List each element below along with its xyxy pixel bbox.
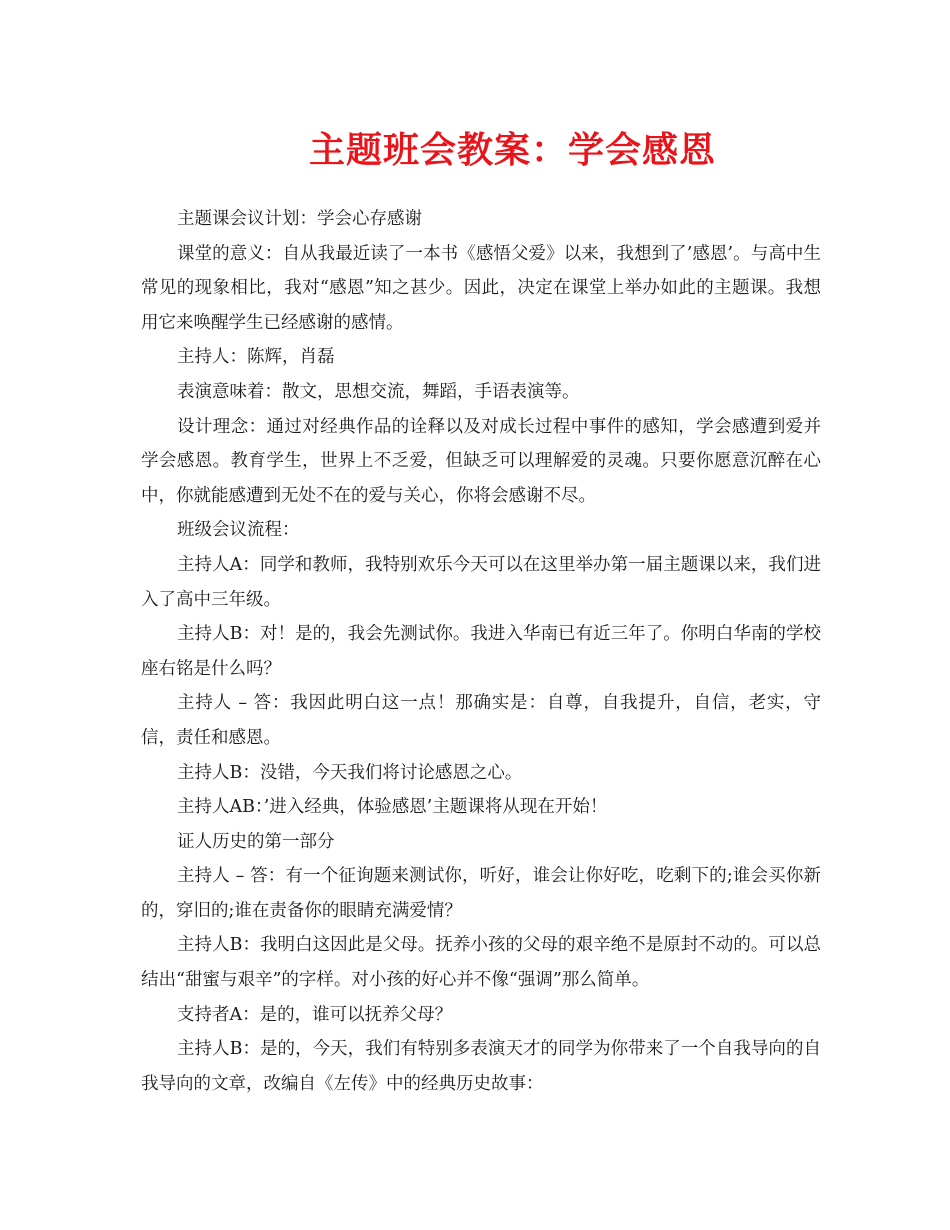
- paragraph-dialogue: 主持人B：没错，今天我们将讨论感恩之心。: [177, 762, 523, 783]
- paragraph-section-heading: 证人历史的第一部分: [177, 831, 335, 852]
- paragraph-dialogue: 主持人 – 答：有一个征询题来测试你，听好，谁会让你好吃，吃剩下的;谁会买你新的，穿旧的;谁在责备你的眼睛充满爱情？: [141, 866, 821, 921]
- document-title: 主题班会教案：学会感恩: [308, 129, 716, 171]
- paragraph-plan: 主题课会议计划：学会心存感谢: [177, 209, 422, 229]
- paragraph-dialogue: 主持人B：对！是的，我会先测试你。我进入华南已有近三年了。你明白华南的学校座右铭是什么吗？: [141, 624, 821, 679]
- paragraph-dialogue: 主持人B：我明白这因此是父母。抚养小孩的父母的艰辛绝不是原封不动的。可以总结出“甜蜜与艰辛”的字样。对小孩的好心并不像“强调”那么简单。: [141, 935, 821, 991]
- paragraph-meaning: 课堂的意义：自从我最近读了一本书《感悟父爱》以来，我想到了’感恩’。与高中生常见的现象相比，我对“感恩”知之甚少。因此，决定在课堂上举办如此的主题课。我想用它来唤醒学生已经感谢的感情。: [141, 243, 821, 333]
- paragraph-dialogue: 主持人 – 答：我因此明白这一点！那确实是：自尊，自我提升，自信，老实，守信，责任和感恩。: [141, 693, 821, 748]
- paragraph-dialogue: 主持人AB：’进入经典，体验感恩’主题课将从现在开始！: [177, 797, 608, 818]
- document-body: [141, 202, 821, 1101]
- paragraph-dialogue: 支持者A：是的，谁可以抚养父母？: [177, 1004, 453, 1025]
- paragraph-design-concept: 设计理念：通过对经典作品的诠释以及对成长过程中事件的感知，学会感遭到爱并学会感恩。教育学生，世界上不乏爱，但缺乏可以理解爱的灵魂。只要你愿意沉醉在心中，你就能感遭到无处不在的爱与关心，你将会感谢不尽。: [141, 416, 821, 506]
- paragraph-dialogue: 主持人A：同学和教师，我特别欢乐今天可以在这里举办第一届主题课以来，我们进入了高中三年级。: [141, 554, 821, 610]
- paragraph-hosts: 主持人：陈辉，肖磊: [177, 347, 335, 368]
- paragraph-dialogue: 主持人B：是的，今天，我们有特别多表演天才的同学为你带来了一个自我导向的自我导向的文章，改编自《左传》中的经典历史故事：: [141, 1039, 821, 1094]
- paragraph-performances: 表演意味着：散文，思想交流，舞蹈，手语表演等。: [177, 381, 580, 402]
- paragraph-process-heading: 班级会议流程：: [177, 520, 300, 541]
